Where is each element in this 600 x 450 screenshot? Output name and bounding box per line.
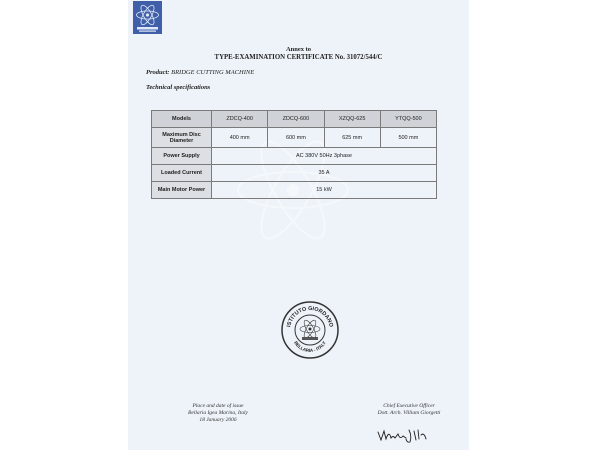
place-name: Bellaria Igea Marina, Italy <box>188 410 248 416</box>
place-and-date-block <box>158 403 278 424</box>
technical-specifications-heading: Technical specifications <box>146 84 211 91</box>
power-supply-label: Power Supply <box>152 148 212 165</box>
svg-text:BELLARIA - ITALY <box>293 340 327 353</box>
table-header-cell: ZDCQ-400 <box>212 111 268 128</box>
place-date-label: Place and date of issue <box>192 403 244 409</box>
issue-date: 18 January 2006 <box>199 417 237 423</box>
loaded-current-value: 35 A <box>212 165 437 182</box>
disc-diameter-label <box>152 128 212 148</box>
table-row <box>152 182 437 199</box>
seal-bottom-text: BELLARIA - ITALY <box>293 340 327 354</box>
officer-block <box>354 403 464 417</box>
officer-name: Dott. Arch. Villiam Giorgetti <box>377 410 441 416</box>
seal-icon <box>280 300 340 360</box>
loaded-current-label: Loaded Current <box>152 165 212 182</box>
table-header-cell: YTQQ-500 <box>380 111 436 128</box>
table-cell: 625 mm <box>324 128 380 148</box>
institute-logo <box>133 1 162 34</box>
table-header-row <box>152 111 437 128</box>
product-line <box>146 69 254 76</box>
certificate-title: TYPE-EXAMINATION CERTIFICATE No. 31072/544/C <box>214 54 383 61</box>
table-header-cell: Models <box>152 111 212 128</box>
main-motor-power-value: 15 kW <box>212 182 437 199</box>
product-value: BRIDGE CUTTING MACHINE <box>171 69 255 76</box>
svg-text:ISTITUTO GIORDANO <box>286 306 334 328</box>
signature-icon <box>376 426 436 444</box>
table-cell: 600 mm <box>268 128 324 148</box>
officer-title: Chief Executive Officer <box>383 403 435 409</box>
disc-diameter-label-line2: Diameter <box>169 137 194 144</box>
institute-seal-stamp <box>280 300 340 360</box>
seal-top-text: ISTITUTO GIORDANO <box>286 305 334 328</box>
handwritten-signature <box>376 426 436 444</box>
annex-heading: Annex to <box>285 46 312 53</box>
disc-diameter-label-line1: Maximum Disc <box>162 131 201 138</box>
product-label: Product: <box>146 69 170 76</box>
table-cell: 500 mm <box>380 128 436 148</box>
table-row <box>152 165 437 182</box>
power-supply-value: AC 380V 50Hz 3phase <box>212 148 437 165</box>
table-row <box>152 148 437 165</box>
table-header-cell: ZDCQ-600 <box>268 111 324 128</box>
certificate-page <box>128 0 469 450</box>
specifications-table <box>151 110 437 199</box>
main-motor-power-label: Main Motor Power <box>152 182 212 199</box>
atom-logo-icon <box>133 1 162 34</box>
table-header-cell: XZQQ-625 <box>324 111 380 128</box>
table-row <box>152 128 437 148</box>
table-cell: 400 mm <box>212 128 268 148</box>
